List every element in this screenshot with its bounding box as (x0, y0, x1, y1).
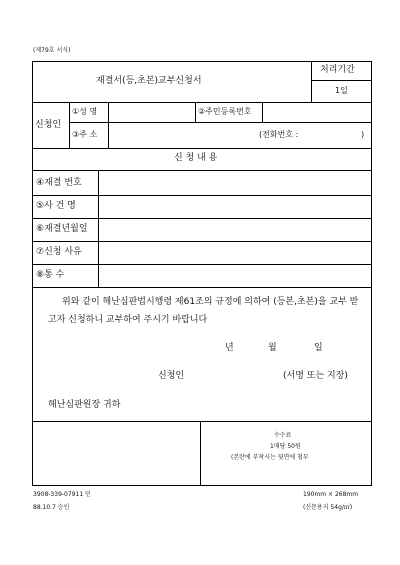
application-content-header: 신 청 내 용 (174, 153, 218, 163)
divider (32, 264, 372, 265)
fee-note: (본란에 부착시는 뒷면에 첨부 (231, 454, 309, 461)
name-label: ①성 명 (72, 107, 98, 116)
divider (32, 218, 372, 219)
applicant-label: 신청인 (35, 120, 62, 130)
phone-close: ) (361, 130, 365, 139)
field-label-decision-date: ⑥재결년월일 (36, 224, 88, 234)
divider (98, 170, 99, 287)
form-code: 3908-339-07911 민 (33, 491, 91, 498)
divider (32, 287, 372, 288)
signature-note: (서명 또는 지장) (283, 371, 348, 381)
signature-applicant-label: 신청인 (158, 371, 185, 381)
divider (32, 241, 372, 242)
field-label-case-name: ⑤사 건 명 (36, 201, 76, 211)
field-label-copies: ⑧통 수 (36, 270, 65, 280)
paper-type: (신문용지 54g/㎡) (303, 504, 353, 511)
processing-period-label: 처리기간 (320, 65, 355, 75)
date-month: 월 (268, 343, 277, 353)
fee-title: 수수료 (274, 432, 292, 439)
form-number: (제79호 서식) (33, 47, 71, 54)
processing-period-value: 1일 (335, 86, 348, 95)
divider (32, 102, 372, 103)
resident-number-label: ②주민등록번호 (198, 107, 252, 116)
divider (32, 421, 372, 422)
divider (200, 421, 201, 486)
divider (311, 61, 312, 102)
divider (311, 80, 372, 81)
phone-label: (전화번호 : (259, 130, 299, 139)
approval-date: 88.10.7 승인 (33, 504, 70, 511)
field-label-reason: ⑦신청 사유 (36, 247, 82, 257)
divider (262, 102, 263, 122)
fee-amount: 1매당 50원 (270, 443, 301, 450)
divider (32, 170, 372, 171)
divider (108, 102, 109, 148)
divider (32, 195, 372, 196)
date-year: 년 (225, 343, 234, 353)
address-label: ③주 소 (72, 130, 98, 139)
paper-size: 190mm × 268mm (303, 491, 359, 498)
divider (69, 102, 70, 148)
field-label-case-number: ④재결 번호 (36, 178, 82, 188)
date-day: 일 (314, 343, 323, 353)
divider (195, 102, 196, 122)
addressee: 해난심판원장 귀하 (48, 400, 121, 410)
form-title: 재결서(등,초본)교부신청서 (96, 76, 202, 86)
divider (69, 122, 372, 123)
statement-line-1: 위와 같이 해난심판법시행령 제61조의 규정에 의하여 (등본,초본)을 교부 받 (62, 297, 359, 307)
divider (32, 148, 372, 149)
form-frame (32, 61, 372, 486)
statement-line-2: 고자 신청하니 교부하여 주시기 바랍니다 (48, 315, 208, 325)
